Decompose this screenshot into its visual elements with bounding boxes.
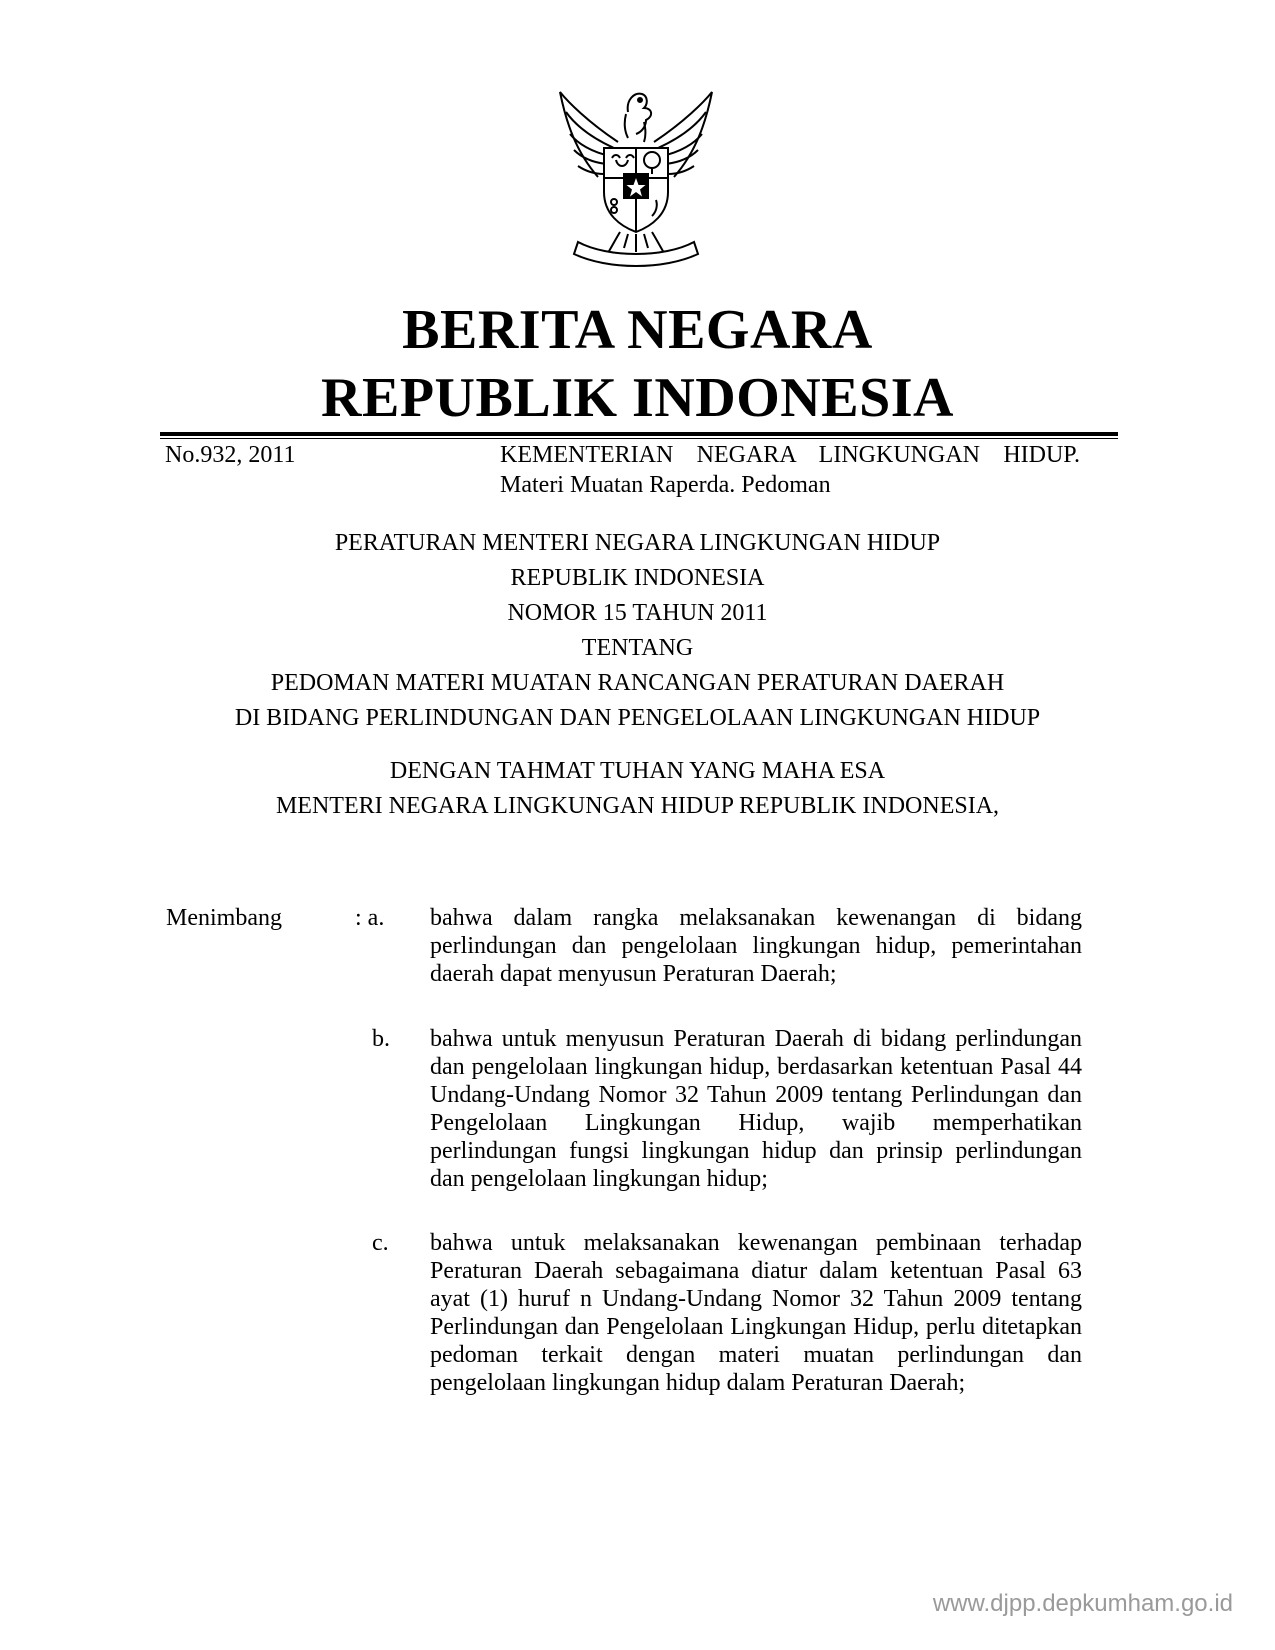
considering-label: Menimbang [166,905,282,931]
masthead-title: BERITA NEGARA [402,299,873,361]
regulation-subject-line: DI BIDANG PERLINDUNGAN DAN PENGELOLAAN LINGKUNGAN HIDUP [234,705,1041,731]
regulation-title-line: PERATURAN MENTERI NEGARA LINGKUNGAN HIDUP [334,530,941,556]
considering-item-text: bahwa untuk melaksanakan kewenangan pembinaan terhadap Peraturan Daerah sebagaimana diatur dalam ketentuan Pasal 63 ayat (1) huruf n Undang-Undang Nomor 32 Tahun 2009 tentang Perlindungan dan Pengelolaan Lingkungan Hidup, perlu ditetapkan pedoman terkait dengan materi muatan perlindungan dan pengelolaan lingkungan hidup dalam Peraturan Daerah; [430,1230,1082,1396]
regulation-about: TENTANG [581,635,694,661]
considering-item-text: bahwa dalam rangka melaksanakan kewenangan di bidang perlindungan dan pengelolaan lingkungan hidup, pemerintahan daerah dapat menyusun Peraturan Daerah; [430,905,1082,987]
issue-subject: Materi Muatan Raperda. Pedoman [500,472,831,498]
watermark-url: www.djpp.depkumham.go.id [932,1590,1233,1617]
garuda-pancasila-emblem [548,82,724,272]
considering-item-letter: : a. [355,905,385,931]
preamble-authority: MENTERI NEGARA LINGKUNGAN HIDUP REPUBLIK INDONESIA, [275,793,1000,819]
masthead-divider [160,432,1118,439]
issue-ministry: KEMENTERIAN NEGARA LINGKUNGAN HIDUP. [500,442,1080,468]
issue-number: No.932, 2011 [165,442,296,468]
considering-item-text: bahwa untuk menyusun Peraturan Daerah di bidang perlindungan dan pengelolaan lingkungan hidup, berdasarkan ketentuan Pasal 44 Undang-Undang Nomor 32 Tahun 2009 tentang Perlindungan dan Pengelolaan Lingkungan Hidup, wajib memperhatikan perlindungan fungsi lingkungan hidup dan prinsip perlindungan dan pengelolaan lingkungan hidup; [430,1026,1082,1192]
preamble-invocation: DENGAN TAHMAT TUHAN YANG MAHA ESA [389,758,886,784]
regulation-title-line: REPUBLIK INDONESIA [510,565,765,591]
masthead-subtitle: REPUBLIK INDONESIA [321,367,954,429]
considering-item-letter: b. [372,1026,390,1052]
regulation-subject-line: PEDOMAN MATERI MUATAN RANCANGAN PERATURAN DAERAH [270,670,1005,696]
considering-item-letter: c. [372,1230,389,1256]
garuda-icon [548,82,724,272]
regulation-number: NOMOR 15 TAHUN 2011 [507,600,768,626]
